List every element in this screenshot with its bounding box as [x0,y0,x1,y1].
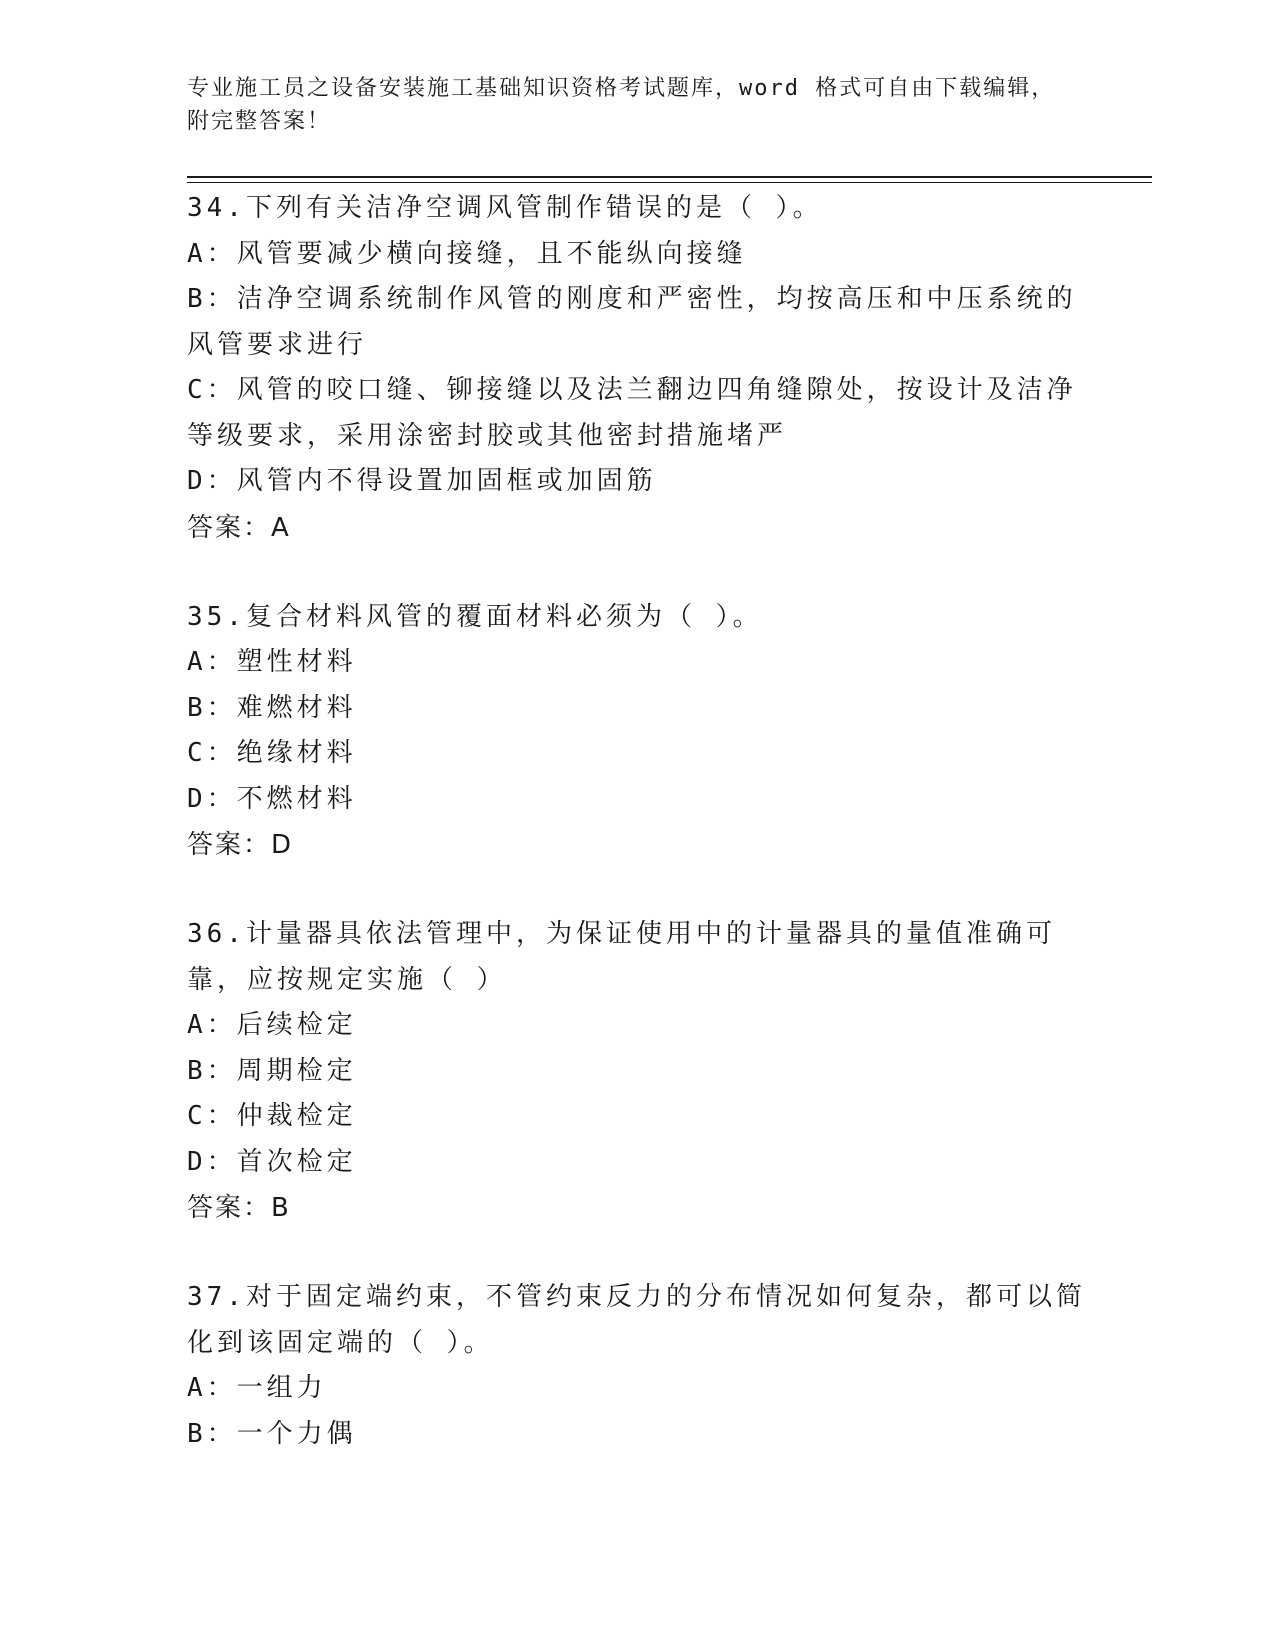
question-37 [187,1275,1087,1457]
document-header: 专业施工员之设备安装施工基础知识资格考试题库，word 格式可自由下载编辑，附完整答案！ [187,76,1056,134]
header-divider-bottom [187,182,1152,183]
option-a: A：后续检定 [187,1010,357,1040]
question-stem: 35.复合材料风管的覆面材料必须为（ ）。 [187,601,763,632]
question-36 [187,912,1087,1231]
question-35 [187,595,1087,869]
option-b: B：一个力偶 [187,1418,357,1449]
question-list [187,186,1087,1501]
option-d: D：风管内不得设置加固框或加固筋 [187,466,657,496]
option-b: B：洁净空调系统制作风管的刚度和严密性，均按高压和中压系统的风管要求进行 [187,284,1077,360]
option-b: B：周期检定 [187,1055,357,1086]
question-stem: 37.对于固定端约束，不管约束反力的分布情况如何复杂，都可以简化到该固定端的（ ）。 [187,1282,1086,1358]
question-stem: 36.计量器具依法管理中，为保证使用中的计量器具的量值准确可靠，应按规定实施（ ） [187,919,1056,995]
option-c: C：绝缘材料 [187,738,357,768]
answer: 答案：D [187,830,294,860]
option-d: D：不燃材料 [187,783,357,814]
option-c: C：仲裁检定 [187,1101,357,1131]
answer: 答案：B [187,1193,291,1223]
option-c: C：风管的咬口缝、铆接缝以及法兰翻边四角缝隙处，按设计及洁净等级要求，采用涂密封胶或其他密封措施堵严 [187,375,1077,451]
option-a: A：一组力 [187,1373,327,1403]
option-b: B：难燃材料 [187,692,357,723]
option-a: A：塑性材料 [187,647,357,677]
option-a: A：风管要减少横向接缝，且不能纵向接缝 [187,238,747,269]
question-stem: 34.下列有关洁净空调风管制作错误的是（ ）。 [187,193,823,223]
option-d: D：首次检定 [187,1146,357,1177]
question-34 [187,186,1087,551]
header-divider-top [187,176,1152,178]
answer: 答案：A [187,512,291,543]
